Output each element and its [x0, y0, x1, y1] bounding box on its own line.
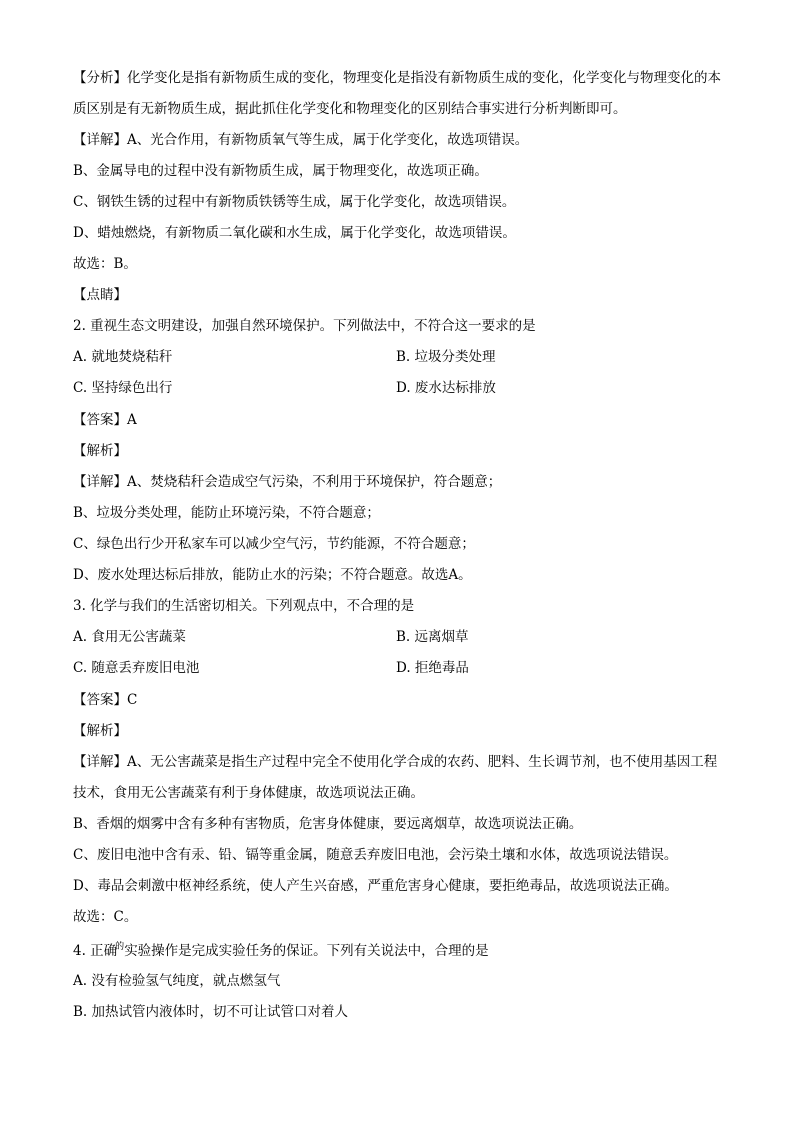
q1-comment-label: 【点睛】	[73, 287, 127, 303]
q4-option-b: B. 加热试管内液体时，切不可让试管口对着人	[73, 1004, 349, 1020]
q3-detail-d: D、毒品会刺激中枢神经系统，使人产生兴奋感，严重危害身心健康，要拒绝毒品，故选项说法正确。	[73, 878, 678, 894]
q3-choice: 故选：C。	[73, 909, 138, 925]
q3-detail-c: C、废旧电池中含有汞、铅、镉等重金属，随意丢弃废旧电池，会污染土壤和水体，故选项说法错误。	[73, 847, 678, 863]
q3-answer: 【答案】C	[73, 692, 138, 708]
q4-option-a: A. 没有检验氢气纯度，就点燃氢气	[73, 973, 281, 989]
q1-choice: 故选：B。	[73, 256, 137, 272]
q2-option-a: A. 就地焚烧秸秆	[73, 349, 173, 365]
q2-options-row-2	[73, 379, 733, 397]
q2-stem: 2. 重视生态文明建设，加强自然环境保护。下列做法中，不符合这一要求的是	[73, 318, 536, 334]
q3-option-c: C. 随意丢弃废旧电池	[73, 660, 200, 676]
q3-options-row-1	[73, 628, 733, 646]
q2-detail-c: C、绿色出行少开私家车可以减少空气污，节约能源，不符合题意；	[73, 536, 475, 552]
q2-detail-d: D、废水处理达标后排放，能防止水的污染；不符合题意。故选A。	[73, 567, 472, 583]
q3-stem: 3. 化学与我们的生活密切相关。下列观点中，不合理的是	[73, 598, 415, 614]
q3-options-row-2	[73, 659, 733, 677]
q2-answer: 【答案】A	[73, 412, 137, 428]
q1-detail-d: D、蜡烛燃烧，有新物质二氧化碳和水生成，属于化学变化，故选项错误。	[73, 225, 516, 241]
q2-analysis-label: 【解析】	[73, 443, 127, 459]
q4-stem-pre: 4. 正确	[73, 943, 118, 959]
q3-option-d: D. 拒绝毒品	[396, 660, 469, 676]
q1-analysis: 【分析】化学变化是指有新物质生成的变化，物理变化是指没有新物质生成的变化，化学变化与物理变化的本质区别是有无新物质生成，据此抓住化学变化和物理变化的区别结合事实进行分析判断即可。	[73, 70, 721, 117]
q2-option-c: C. 坚持绿色出行	[73, 380, 173, 396]
q3-option-b: B. 远离烟草	[396, 629, 469, 645]
q2-option-d: D. 废水达标排放	[396, 380, 496, 396]
q4-stem	[73, 942, 733, 960]
q2-options-row-1	[73, 348, 733, 366]
q3-detail-b: B、香烟的烟雾中含有多种有害物质，危害身体健康，要远离烟草，故选项说法正确。	[73, 816, 583, 832]
q3-option-a: A. 食用无公害蔬菜	[73, 629, 186, 645]
q1-detail-c: C、钢铁生锈的过程中有新物质铁锈等生成，属于化学变化，故选项错误。	[73, 194, 516, 210]
q2-option-b: B. 垃圾分类处理	[396, 349, 496, 365]
q3-analysis-label: 【解析】	[73, 723, 127, 739]
q2-detail-a: 【详解】A、焚烧秸秆会造成空气污染，不利用于环境保护，符合题意；	[73, 474, 502, 490]
q4-stem-post: 实验操作是完成实验任务的保证。下列有关说法中，合理的是	[124, 943, 489, 959]
q3-detail-a: 【详解】A、无公害蔬菜是指生产过程中完全不使用化学合成的农药、肥料、生长调节剂，也不使用基因工程技术，食用无公害蔬菜有利于身体健康，故选项说法正确。	[73, 754, 718, 801]
q4-stem-superscript: 的	[115, 942, 125, 952]
q1-detail-b: B、金属导电的过程中没有新物质生成，属于物理变化，故选项正确。	[73, 163, 488, 179]
q1-detail-a: 【详解】A、光合作用，有新物质氧气等生成，属于化学变化，故选项错误。	[73, 132, 529, 148]
q2-detail-b: B、垃圾分类处理，能防止环境污染，不符合题意；	[73, 505, 380, 521]
